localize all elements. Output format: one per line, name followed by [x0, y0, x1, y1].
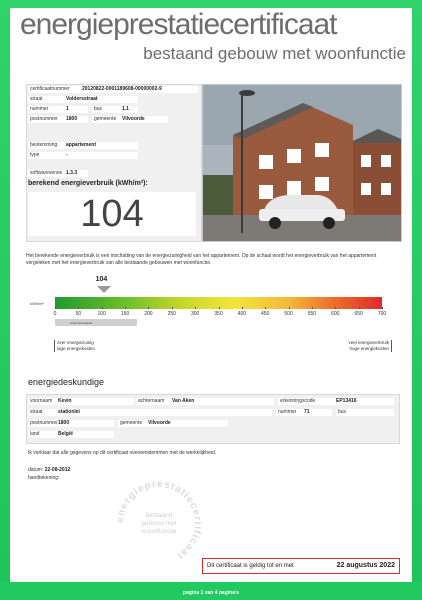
- scale-tick-mark: [148, 307, 149, 309]
- consumption-label: berekend energieverbruik (kWh/m²):: [28, 180, 148, 187]
- destination-field: bestemming appartement: [28, 142, 138, 149]
- type-field: type -: [28, 152, 138, 159]
- scale-tick-mark: [102, 307, 103, 309]
- scale-tick-label: 650: [354, 311, 363, 317]
- certificate-stamp: [113, 477, 205, 569]
- expert-number-field: nummer 71: [276, 409, 332, 416]
- date-line: datum: 22-08-2012: [28, 467, 71, 473]
- legend-efficient: zeer energiezuinig lage energiekosten: [54, 340, 95, 352]
- postal-code-value: 1800: [66, 116, 78, 122]
- scale-tick-label: 250: [167, 311, 176, 317]
- postal-code-field: postnummer 1800: [28, 116, 88, 123]
- municipality-value: Vilvoorde: [122, 116, 145, 122]
- street-value: Voldersstraat: [66, 96, 98, 102]
- date-value: 22-08-2012: [44, 467, 71, 473]
- scale-tick-label: 150: [120, 311, 130, 317]
- bus-value: 1.1: [122, 106, 129, 112]
- scale-tick-label: 350: [214, 311, 223, 317]
- declaration-text: Ik verklaar dat alle gegevens op dit certificaat overeenstemmen met de werkelijkheid.: [28, 450, 217, 456]
- certificate-number: 20120822-0001189608-00000002-9: [82, 86, 162, 92]
- expert-firstname-field: voornaam Kevin: [28, 398, 134, 405]
- scale-tick-mark: [172, 307, 173, 309]
- scale-tick-mark: [359, 307, 360, 309]
- stamp-ring-text: energieprestatiecertificaat: [114, 478, 204, 562]
- scale-tick-label: 200: [144, 311, 153, 317]
- expert-municipality-field: gemeente Vilvoorde: [118, 420, 228, 427]
- scale-tick-mark: [55, 307, 56, 309]
- expert-country-field: land België: [28, 431, 114, 438]
- stamp-line3: woonfunctie: [141, 528, 177, 535]
- expert-lastname-field: achternaam Van Aken: [136, 398, 274, 405]
- scale-tick-label: 0: [53, 311, 57, 317]
- certificate-number-field: certificaatnummer 20120822-0001189608-00000002-9: [28, 86, 198, 93]
- expert-code-field: erkenningscode EP13416: [278, 398, 394, 405]
- validity-box: [202, 558, 400, 574]
- scale-tick-label: 600: [331, 311, 340, 317]
- expert-bus-field: bus: [336, 409, 394, 416]
- stamp-line2: gebouw met: [141, 520, 177, 527]
- frame-right: [412, 0, 422, 600]
- consumption-value: 104: [28, 192, 196, 236]
- description-text: Het berekende energieverbruik is een inschatting van de energiezuinigheid van het appartement. Op de schaal wordt het energieverbruik van het appartement vergeleken met het energieverbruik van alle bestaande gebouwen met woonfunctie.: [26, 253, 377, 266]
- page-subtitle: bestaand gebouw met woonfunctie: [143, 44, 406, 63]
- frame-left: [0, 0, 10, 600]
- expert-section-title: energiedeskundige: [28, 377, 105, 387]
- scale-unit: kWh/m²: [30, 301, 44, 306]
- building-photo-illustration: [203, 85, 401, 241]
- scale-tick-label: 500: [284, 311, 293, 317]
- building-photo: [202, 84, 402, 242]
- destination-value: appartement: [66, 142, 97, 148]
- scale-tick-label: 400: [237, 311, 247, 317]
- street-field: straat Voldersstraat: [28, 96, 138, 103]
- scale-tick-mark: [335, 307, 336, 309]
- scale-tick-label: 700: [377, 311, 387, 317]
- municipality-field: gemeente Vilvoorde: [92, 116, 168, 123]
- scale-ticks: [53, 309, 387, 323]
- expert-street-field: straat stationlei: [28, 409, 272, 416]
- reference-range-label: referentiewaarde: [70, 321, 93, 325]
- scale-tick-mark: [242, 307, 243, 309]
- scale-tick-label: 300: [190, 311, 200, 317]
- frame-top: [0, 0, 422, 8]
- number-field: nummer 1: [28, 106, 88, 113]
- scale-pointer-icon: [97, 286, 111, 293]
- signature-label: handtekening:: [28, 475, 60, 481]
- validity-date: 22 augustus 2022: [336, 562, 395, 569]
- legend-inefficient: veel energieverbruik hoge energiekosten: [348, 340, 392, 352]
- scale-tick-mark: [219, 307, 220, 309]
- scale-tick-label: 550: [307, 311, 317, 317]
- stamp-line1: bestaand: [145, 512, 173, 519]
- scale-tick-label: 50: [75, 311, 82, 317]
- scale-tick-mark: [195, 307, 196, 309]
- scale-tick-mark: [312, 307, 313, 309]
- page-title: energieprestatiecertificaat: [20, 8, 337, 41]
- scale-tick-mark: [265, 307, 266, 309]
- scale-tick-label: 450: [261, 311, 270, 317]
- number-value: 1: [66, 106, 69, 112]
- scale-tick-mark: [78, 307, 79, 309]
- scale-tick-mark: [289, 307, 290, 309]
- expert-postal-field: postnummer 1800: [28, 420, 114, 427]
- scale-tick-mark: [382, 307, 383, 309]
- bus-field: bus 1.1: [92, 106, 138, 113]
- scale-tick-label: 100: [97, 311, 106, 317]
- software-version-field: softwareversie 1.3.3: [28, 170, 88, 177]
- page-number: pagina 1 van 4 pagina's: [183, 590, 239, 596]
- software-version-value: 1.3.3: [66, 170, 78, 176]
- validity-text: Dit certificaat is geldig tot en met: [207, 563, 294, 569]
- type-value: -: [66, 152, 68, 158]
- scale-tick-mark: [125, 307, 126, 309]
- scale-value-label: 104: [95, 276, 108, 283]
